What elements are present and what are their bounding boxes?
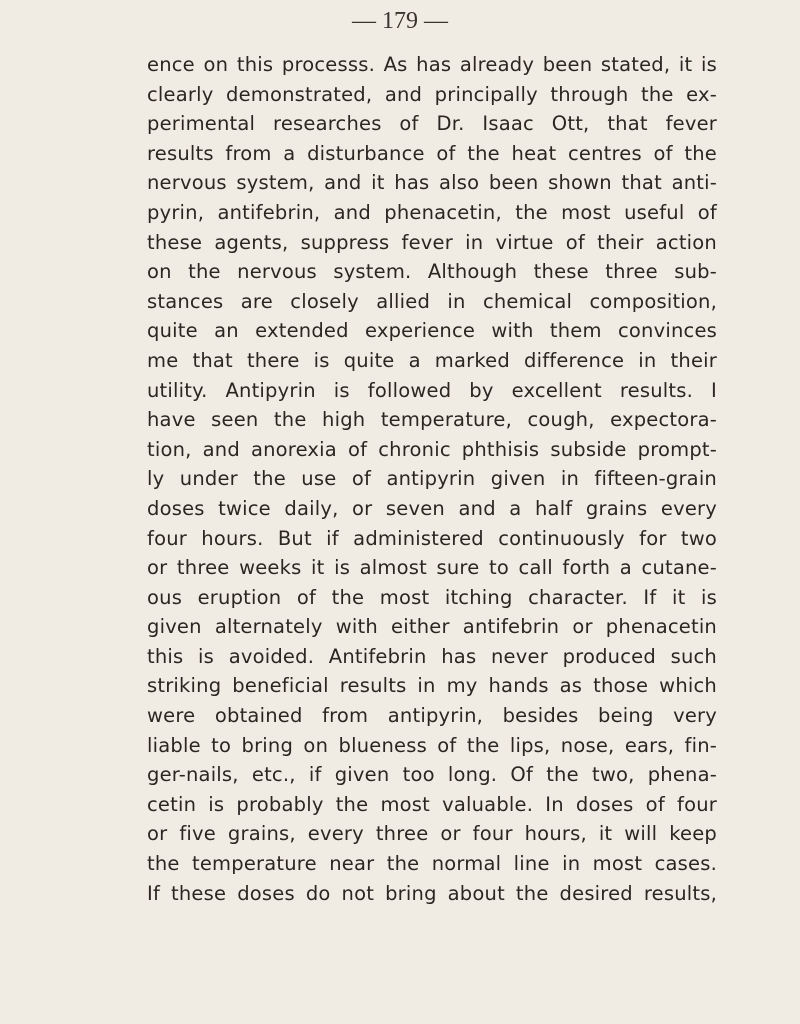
text-line: nervous system, and it has also been shown that anti-: [147, 171, 717, 195]
text-line: on the nervous system. Although these three sub-: [147, 260, 717, 284]
text-line: tion, and anorexia of chronic phthisis subside prompt-: [147, 437, 717, 461]
text-line: this is avoided. Antifebrin has never produced such: [147, 644, 717, 668]
text-line: perimental researches of Dr. Isaac Ott, that fever: [147, 112, 717, 136]
page-number: — 179 —: [352, 8, 448, 34]
text-line: or three weeks it is almost sure to call forth a cutane-: [147, 556, 717, 580]
body-text: [147, 50, 717, 908]
text-line: stances are closely allied in chemical composition,: [147, 289, 717, 313]
text-line: quite an extended experience with them convinces: [147, 319, 717, 343]
text-line: ence on this processs. As has already been stated, it is: [147, 53, 717, 76]
text-line: liable to bring on blueness of the lips, nose, ears, fin-: [147, 733, 717, 757]
text-line: given alternately with either antifebrin or phenacetin: [147, 615, 717, 639]
text-line: ger-nails, etc., if given too long. Of the two, phena-: [147, 763, 717, 787]
text-line: the temperature near the normal line in most cases.: [147, 852, 717, 876]
text-line: clearly demonstrated, and principally through the ex-: [147, 82, 717, 106]
text-line: doses twice daily, or seven and a half grains every: [147, 496, 717, 520]
text-line: have seen the high temperature, cough, expectora-: [147, 408, 717, 432]
text-line: were obtained from antipyrin, besides being very: [147, 704, 717, 728]
text-line: me that there is quite a marked difference in their: [147, 348, 717, 372]
text-line: these agents, suppress fever in virtue of their action: [147, 230, 717, 254]
text-line: ous eruption of the most itching character. If it is: [147, 585, 717, 609]
text-line: results from a disturbance of the heat centres of the: [147, 141, 717, 165]
text-line: cetin is probably the most valuable. In doses of four: [147, 792, 717, 816]
text-line: or five grains, every three or four hours, it will keep: [147, 822, 717, 846]
text-line: pyrin, antifebrin, and phenacetin, the most useful of: [147, 200, 717, 224]
text-line: ly under the use of antipyrin given in fifteen-grain: [147, 467, 717, 491]
text-line: striking beneficial results in my hands as those which: [147, 674, 717, 698]
text-line: utility. Antipyrin is followed by excellent results. I: [147, 378, 717, 402]
text-line: four hours. But if administered continuously for two: [147, 526, 717, 550]
text-line: If these doses do not bring about the desired results,: [147, 881, 717, 905]
